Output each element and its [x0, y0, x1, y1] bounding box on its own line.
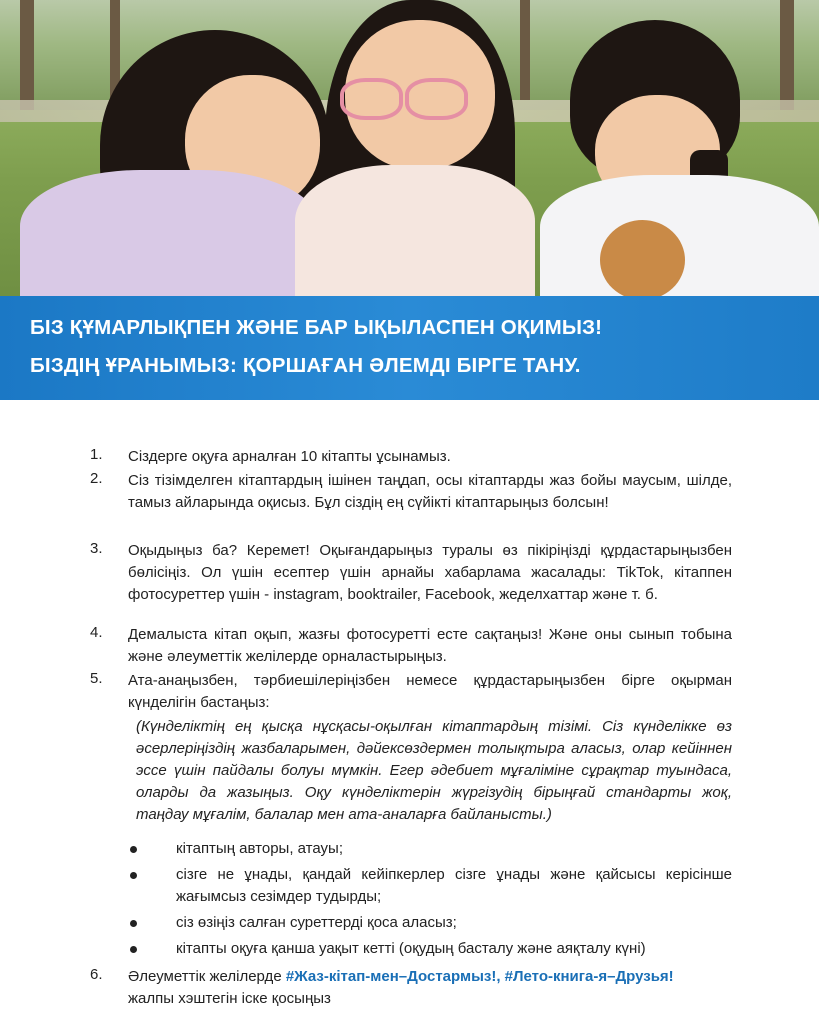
instructions-list: [0, 400, 819, 1024]
item-number: 3.: [90, 540, 103, 557]
teddy-bear-print: [600, 220, 685, 300]
item-text: Демалыста кітап оқып, жазғы фотосуретті есте сақтаңыз! Және оны сынып тобына және әлеуметтік желілерде орналастырыңыз.: [128, 626, 732, 665]
item-text-after: жалпы хэштегін іске қосыңыз: [128, 990, 331, 1007]
item-text: Оқыдыңыз ба? Керемет! Оқығандарыңыз туралы өз пікіріңізді құрдастарыңызбен бөлісіңіз. Ол үшін есептер үшін арнайы хабарлама жасалады: TikTok, кітаппен фотосуреттер үшін - instagram, booktrailer, Facebook, жеделхаттар және т. б.: [128, 542, 732, 603]
bullet-icon: [130, 846, 137, 853]
item-text: Сіздерге оқуға арналған 10 кітапты ұсынамыз.: [128, 448, 451, 465]
tree-trunk: [520, 0, 530, 100]
tree-trunk: [780, 0, 794, 110]
item-text-before: Әлеуметтік желілерде: [128, 968, 286, 985]
item-text: Сіз тізімделген кітаптардың ішінен таңдап, осы кітаптарды жаз бойы маусым, шілде, тамыз айларында оқисыз. Бұл сіздің ең сүйікті кітаптарыңыз болсын!: [128, 472, 732, 511]
item-number: 5.: [90, 670, 103, 687]
item-text: [128, 966, 732, 1010]
bullet-text: сізге не ұнады, қандай кейіпкерлер сізге ұнады және қайсысы керісінше жағымсыз сезімдер тудырды;: [176, 866, 732, 905]
item-number: 4.: [90, 624, 103, 641]
item-number: 2.: [90, 470, 103, 487]
bullet-icon: [130, 920, 137, 927]
banner-line-2: БІЗДІҢ ҰРАНЫМЫЗ: ҚОРШАҒАН ӘЛЕМДІ БІРГЕ ТАНУ.: [30, 354, 581, 377]
diary-note-text: (Күнделіктің ең қысқа нұсқасы-оқылған кітаптардың тізімі. Сіз күнделікке өз әсерлеріңіздің жазбаларымен, дәйексөздермен толықтыра аласыз, олар кейіннен эссе үшін пайдалы болуы мүмкін. Егер әдебиет мұғаліміне сұрақтар туындаса, оларды да жазыңыз. Оқу күнделіктерін жүргізудің бірыңғай стандарты жоқ, таңдау мұғалім, балалар мен ата-аналарға байланысты.): [136, 718, 732, 823]
item-text: Ата-анаңызбен, тәрбиешілеріңізбен немесе құрдастарыңызбен бірге оқырман күнделігін бастаңыз:: [128, 672, 732, 711]
hashtags[interactable]: #Жаз-кітап-мен–Достармыз!, #Лето-книга-я–Друзья!: [285, 968, 674, 985]
slogan-banner: [0, 296, 819, 400]
banner-line-1: БІЗ ҚҰМАРЛЫҚПЕН ЖӘНЕ БАР ЫҚЫЛАСПЕН ОҚИМЫЗ!: [30, 316, 603, 339]
bullet-text: кітаптың авторы, атауы;: [176, 840, 343, 857]
bullet-text: сіз өзіңіз салған суреттерді қоса аласыз;: [176, 914, 457, 931]
bullet-icon: [130, 872, 137, 879]
glasses-icon: [340, 78, 403, 120]
item-number: 1.: [90, 446, 103, 463]
bullet-icon: [130, 946, 137, 953]
bullet-text: кітапты оқуға қанша уақыт кетті (оқудың басталу және аяқталу күні): [176, 940, 646, 957]
tree-trunk: [20, 0, 34, 110]
item-number: 6.: [90, 966, 103, 983]
header-photo: [0, 0, 819, 300]
